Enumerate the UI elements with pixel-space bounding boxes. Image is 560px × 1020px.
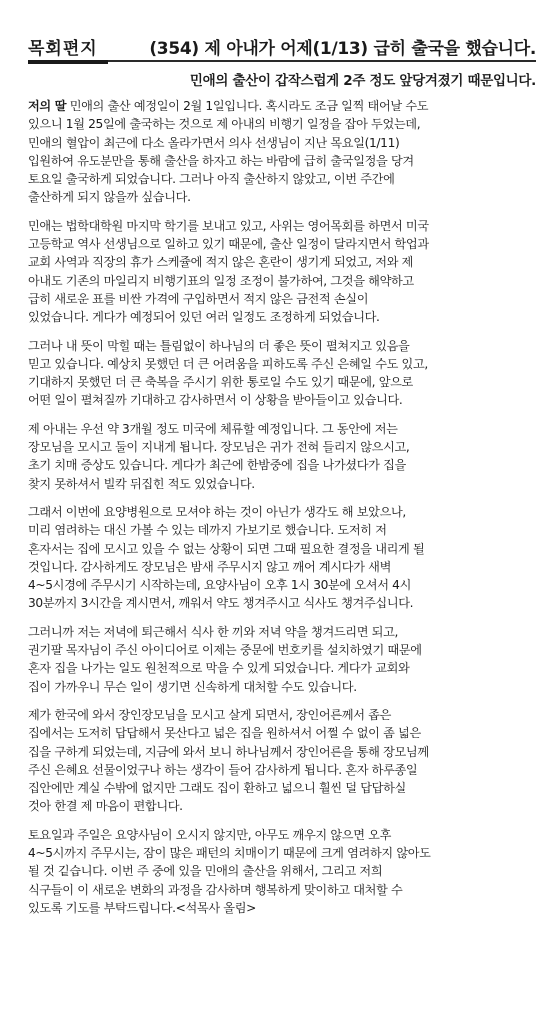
body-line-text: 제 아내는 우선 약 3개월 정도 미국에 체류할 예정입니다. 그 동안에 저는 bbox=[28, 421, 398, 436]
body-line bbox=[28, 881, 536, 899]
letter-title: (354) 제 아내가 어제(1/13) 급히 출국을 했습니다. bbox=[149, 39, 536, 59]
body-line bbox=[28, 844, 536, 862]
body-line-text: 찾지 못하셔서 빌칵 뒤집힌 적도 있었습니다. bbox=[28, 476, 255, 491]
body-line-text: 집에서는 도저히 답답해서 못산다고 넓은 집을 원하셔서 어쩔 수 없이 좀 넓은 bbox=[28, 726, 421, 741]
lead-tag: 저의 딸 bbox=[28, 99, 67, 113]
body-line-text: 기대하지 못했던 더 큰 축복을 주시기 위한 통로일 수도 있기 때문에, 앞으로 bbox=[28, 375, 413, 390]
body-line bbox=[28, 862, 536, 880]
body-line bbox=[28, 724, 536, 742]
body-line bbox=[28, 521, 536, 539]
body-line bbox=[28, 355, 536, 373]
body-line-text: 있었습니다. 게다가 예정되어 있던 여러 일정도 조정하게 되었습니다. bbox=[28, 310, 380, 325]
body-line-text: 민애의 출산 예정일이 2월 1일입니다. 혹시라도 조금 일찍 태어날 수도 bbox=[66, 99, 429, 113]
body-line-text: 주신 은혜요 선물이었구나 하는 생각이 들어 감사하게 됩니다. 혼자 하루종일 bbox=[28, 762, 418, 777]
body-line bbox=[28, 438, 536, 456]
body-line-text: 그러니까 저는 저녁에 퇴근해서 식사 한 끼와 저녁 약을 챙겨드리면 되고, bbox=[28, 624, 399, 639]
body-line-text: 식구들이 이 새로운 변화의 과정을 감사하며 행복하게 맞이하고 대처할 수 bbox=[28, 882, 403, 897]
body-line bbox=[28, 641, 536, 659]
body-line-text: 토요일과 주일은 요양사님이 오시지 않지만, 아무도 깨우지 않으면 오후 bbox=[28, 827, 391, 842]
body-line-text: 출산하게 되지 않을까 싶습니다. bbox=[28, 190, 191, 205]
body-line bbox=[28, 170, 536, 188]
body-line bbox=[28, 594, 536, 612]
body-line bbox=[28, 253, 536, 271]
body-line bbox=[28, 97, 536, 115]
body-line-text: 될 것 깉습니다. 이번 주 중에 있을 민애의 출산을 위해서, 그리고 저희 bbox=[28, 864, 383, 879]
body-line bbox=[28, 558, 536, 576]
body-line-text: 민애의 혈압이 최근에 다소 올라가면서 의사 선생님이 지난 목요일(1/11) bbox=[28, 135, 400, 150]
body-line-text: 혼자 집을 나가는 일도 원천적으로 막을 수 있게 되었습니다. 게다가 교회와 bbox=[28, 661, 410, 676]
body-line bbox=[28, 779, 536, 797]
body-line bbox=[28, 420, 536, 438]
body-line bbox=[28, 134, 536, 152]
body-line bbox=[28, 391, 536, 409]
body-line-text: 아내도 기존의 마일리지 비행기표의 일정 조정이 불가하여, 그것을 해약하고 bbox=[28, 273, 414, 288]
letter-subtitle: 민애의 출산이 갑작스럽게 2주 정도 앞당겨졌기 때문입니다. bbox=[189, 73, 536, 89]
body-line-text: 있도록 기도를 부탁드립니다.<석목사 올림> bbox=[28, 900, 257, 915]
body-line bbox=[28, 475, 536, 493]
body-line bbox=[28, 373, 536, 391]
body-line-text: 그러나 내 뜻이 막힐 때는 틀림없이 하나님의 더 좋은 뜻이 펼쳐지고 있음을 bbox=[28, 338, 410, 353]
body-line-text: 그래서 이번에 요양병원으로 모셔야 하는 것이 아닌가 생각도 해 보았으나, bbox=[28, 504, 406, 519]
body-line-text: 입원하여 유도분만을 통해 출산을 하자고 하는 바람에 급히 출국일정을 당겨 bbox=[28, 153, 414, 168]
body-line bbox=[28, 290, 536, 308]
body-paragraph bbox=[28, 826, 536, 917]
body-line bbox=[28, 678, 536, 696]
body-line bbox=[28, 115, 536, 133]
body-line bbox=[28, 308, 536, 326]
body-line-text: 초기 치매 증상도 있습니다. 게다가 최근에 한밤중에 집을 나가셨다가 집을 bbox=[28, 458, 406, 473]
body-line-text: 미리 염려하는 대신 가볼 수 있는 데까지 가보기로 했습니다. 도저히 저 bbox=[28, 523, 387, 538]
body-line-text: 권기팔 목자님이 주신 아이디어로 이제는 중문에 번호키를 설치하였기 때문에 bbox=[28, 643, 422, 658]
section-label-underline bbox=[28, 60, 108, 64]
body-line-text: 민애는 법학대학원 마지막 학기를 보내고 있고, 사위는 영어목회를 하면서 미국 bbox=[28, 218, 429, 233]
body-paragraph bbox=[28, 420, 536, 493]
body-line-text: 급히 새로운 표를 비싼 가격에 구입하면서 적지 않은 금전적 손실이 bbox=[28, 291, 369, 306]
body-paragraph bbox=[28, 623, 536, 696]
body-line-text: 있으니 1월 25일에 출국하는 것으로 제 아내의 비행기 일정을 잡아 두었는데, bbox=[28, 117, 421, 132]
body-line-text: 믿고 있습니다. 예상치 못했던 더 큰 어려움을 피하도록 주신 은혜일 수도 있고, bbox=[28, 356, 428, 371]
body-line-text: 집을 구하게 되었는데, 지금에 와서 보니 하나님께서 장인어른을 통해 장모님께 bbox=[28, 744, 429, 759]
body-line-text: 어떤 일이 펼쳐질까 기대하고 감사하면서 이 상황을 받아들이고 있습니다. bbox=[28, 393, 403, 408]
body-line-text: 토요일 출국하게 되었습니다. 그러나 아직 출산하지 않았고, 이번 주간에 bbox=[28, 172, 395, 187]
body-paragraph bbox=[28, 217, 536, 327]
body-line-text: 집이 가까우니 무슨 일이 생기면 신속하게 대처할 수도 있습니다. bbox=[28, 679, 357, 694]
body-line-text: 혼자서는 집에 모시고 있을 수 없는 상황이 되면 그때 필요한 결정을 내리게 될 bbox=[28, 541, 425, 556]
body-paragraph bbox=[28, 97, 536, 207]
body-line-text: 것입니다. 감사하게도 장모님은 밤새 주무시지 않고 깨어 계시다가 새벽 bbox=[28, 559, 391, 574]
body-paragraph bbox=[28, 503, 536, 613]
body-line bbox=[28, 188, 536, 206]
body-line bbox=[28, 235, 536, 253]
body-line bbox=[28, 826, 536, 844]
body-line-text: 교회 사역과 직장의 휴가 스케쥴에 적지 않은 혼란이 생기게 되었고, 저와 제 bbox=[28, 255, 413, 270]
body-line bbox=[28, 576, 536, 594]
body-line-text: 장모님을 모시고 둘이 지내게 됩니다. 장모님은 귀가 전혀 들리지 않으시고, bbox=[28, 440, 410, 455]
body-line-text: 4~5시경에 주무시기 시작하는데, 요양사님이 오후 1시 30분에 오셔서 4시 bbox=[28, 578, 412, 593]
body-line bbox=[28, 152, 536, 170]
letter-body bbox=[28, 97, 536, 927]
body-line bbox=[28, 623, 536, 641]
body-line-text: 것아 한결 제 마음이 편합니다. bbox=[28, 799, 183, 814]
body-line bbox=[28, 706, 536, 724]
body-line bbox=[28, 743, 536, 761]
body-line-text: 30분까지 3시간을 계시면서, 깨워서 약도 챙겨주시고 식사도 챙겨주십니다. bbox=[28, 596, 414, 611]
body-line-text: 제가 한국에 와서 장인장모님을 모시고 살게 되면서, 장인어른께서 좁은 bbox=[28, 707, 391, 722]
body-line bbox=[28, 337, 536, 355]
body-paragraph bbox=[28, 706, 536, 816]
body-line-text: 집안에만 계실 수밖에 없지만 그래도 집이 환하고 넓으니 훨씬 덜 답답하실 bbox=[28, 781, 406, 796]
body-line bbox=[28, 899, 536, 917]
body-line bbox=[28, 217, 536, 235]
section-label: 목회편지 bbox=[28, 39, 98, 59]
body-line bbox=[28, 540, 536, 558]
body-line bbox=[28, 456, 536, 474]
body-line bbox=[28, 761, 536, 779]
body-line bbox=[28, 272, 536, 290]
body-line bbox=[28, 659, 536, 677]
body-line-text: 고등학교 역사 선생님으로 일하고 있기 때문에, 출산 일정이 달라지면서 학업과 bbox=[28, 237, 429, 252]
body-line bbox=[28, 503, 536, 521]
body-line bbox=[28, 797, 536, 815]
body-paragraph bbox=[28, 337, 536, 410]
body-line-text: 4~5시까지 주무시는, 잠이 많은 패턴의 치매이기 때문에 크게 염려하지 않아도 bbox=[28, 845, 431, 860]
